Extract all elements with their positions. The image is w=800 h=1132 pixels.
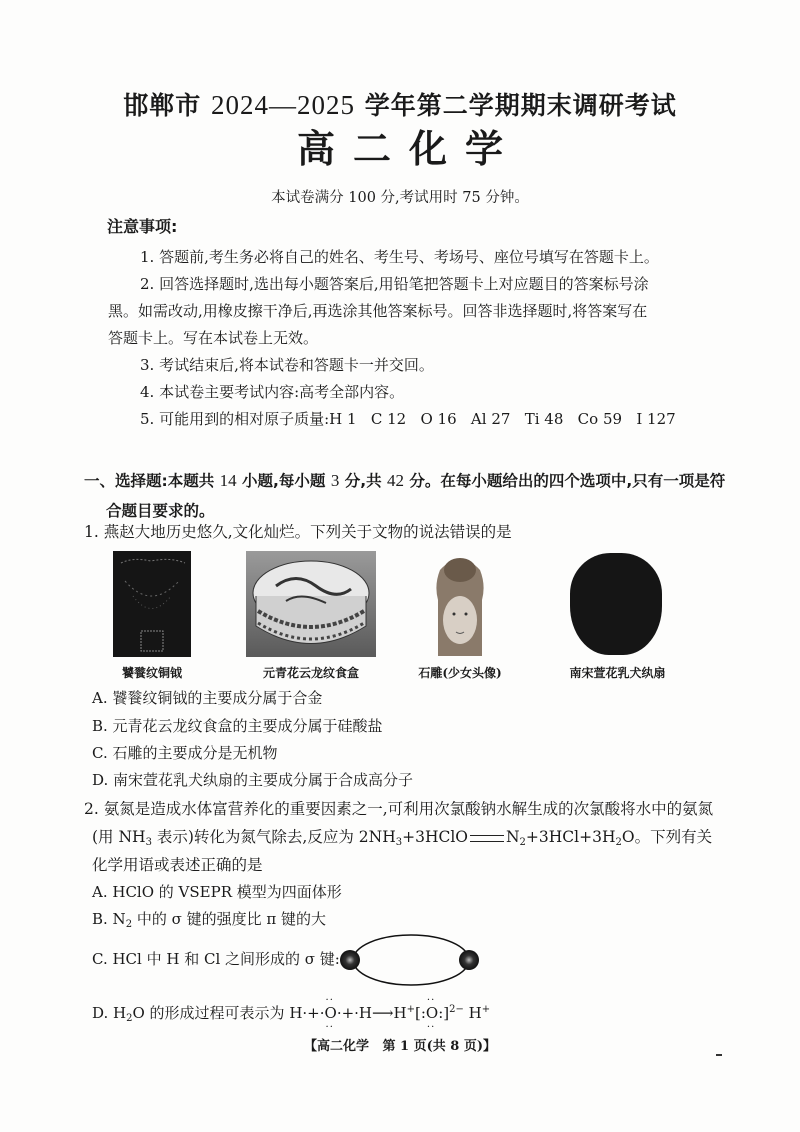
- notice-item-2-cont2: 答题卡上。写在本试卷上无效。: [108, 329, 319, 347]
- option-text: ·+·H: [336, 1004, 373, 1022]
- subscript: 2: [519, 837, 526, 848]
- notice-item-5: 5. 可能用到的相对原子质量:H 1 C 12 O 16 Al 27 Ti 48 Co 59 I 127: [140, 410, 676, 428]
- title-rest: 学年第二学期期末调研考试: [364, 91, 677, 120]
- porcelain-box-image: [246, 551, 376, 657]
- subscript: 2: [615, 837, 622, 848]
- question-count: 14: [219, 471, 237, 490]
- equals-sign-icon: [470, 835, 504, 842]
- section-text: 一、选择题:本题共: [84, 472, 215, 490]
- notice-item-3: 3. 考试结束后,将本试卷和答题卡一并交回。: [140, 356, 434, 374]
- page-footer: 【高二化学 第 1 页(共 8 页)】: [303, 1039, 497, 1054]
- stem-text: +3HClO: [402, 828, 468, 846]
- section-line-2: 合题目要求的。: [106, 502, 215, 520]
- question-2-stem-3: 化学用语或表述正确的是: [92, 856, 263, 874]
- question-2-stem-2: [92, 827, 712, 847]
- section-text: 分。在每小题给出的四个选项中,只有一项是符: [409, 472, 726, 490]
- caption-porcelain-box: 元青花云龙纹食盒: [262, 666, 359, 680]
- sigma-bond-diagram-icon: [338, 933, 488, 987]
- caption-stone-head: 石雕(少女头像): [418, 666, 502, 680]
- porcelain-box-icon: [246, 551, 376, 657]
- notice-item-1: 1. 答题前,考生务必将自己的姓名、考生号、考场号、座位号填写在答题卡上。: [140, 248, 659, 266]
- title-years: 2024—2025: [211, 90, 355, 120]
- caption-bronze-axe: 饕餮纹铜钺: [121, 666, 182, 680]
- option-text: D. H: [92, 1004, 127, 1022]
- superscript: +: [481, 1004, 491, 1015]
- subscript: 2: [125, 919, 133, 930]
- option-text: [:: [415, 1004, 426, 1022]
- notice-item-4: 4. 本试卷主要考试内容:高考全部内容。: [140, 383, 405, 401]
- question-2-stem-1: 2. 氨氮是造成水体富营养化的重要因素之一,可利用次氯酸钠水解生成的次氯酸将水中的氨氮: [84, 800, 714, 818]
- q2-option-b: [92, 909, 326, 929]
- subscript: 2: [126, 1013, 133, 1024]
- bronze-axe-icon: [113, 551, 191, 657]
- superscript: +: [406, 1004, 416, 1015]
- subscript: 3: [395, 837, 403, 848]
- section-heading: [84, 466, 725, 526]
- stem-text: N: [505, 828, 520, 846]
- bronze-axe-image: [113, 551, 191, 657]
- q1-option-b: B. 元青花云龙纹食盒的主要成分属于硅酸盐: [92, 717, 383, 735]
- points-each: 3: [330, 471, 340, 490]
- stem-text: 表示)转化为氮气除去,反应为 2NH: [151, 828, 396, 846]
- section-line-1: [84, 466, 725, 496]
- question-1-stem: 1. 燕赵大地历史悠久,文化灿烂。下列关于文物的说法错误的是: [84, 523, 512, 541]
- subscript: 3: [145, 837, 152, 848]
- option-text: :]: [438, 1004, 450, 1022]
- q1-option-d: D. 南宋萱花乳犬纨扇的主要成分属于合成高分子: [92, 771, 414, 789]
- section-text: 分,共: [344, 472, 382, 490]
- oxygen-symbol: O: [425, 1004, 439, 1022]
- superscript: 2−: [449, 1004, 464, 1015]
- q1-option-a: A. 饕餮纹铜钺的主要成分属于合金: [92, 689, 323, 707]
- stem-text: O。下列有关: [621, 828, 713, 846]
- stone-head-image: [432, 550, 488, 660]
- oxygen-lewis-symbol: ·· O ··: [324, 995, 337, 1033]
- option-text: B. N: [92, 910, 126, 928]
- exam-title: [0, 86, 800, 122]
- oxygen-lewis-symbol: ·· O ··: [425, 995, 439, 1033]
- scan-mark: [716, 1054, 722, 1056]
- option-text: 中的 σ 键的强度比 π 键的大: [132, 910, 327, 928]
- notice-item-2: 2. 回答选择题时,选出每小题答案后,用铅笔把答题卡上对应题目的答案标号涂: [140, 275, 649, 293]
- q2-option-d: [92, 995, 491, 1033]
- stem-text: +3HCl+3H: [525, 828, 616, 846]
- notice-item-2-cont: 黑。如需改动,用橡皮擦干净后,再选涂其他答案标号。回答非选择题时,将答案写在: [108, 302, 648, 320]
- stem-text: (用 NH: [92, 828, 146, 846]
- stone-head-icon: [432, 550, 488, 660]
- option-text: O 的形成过程可表示为 H·+·: [132, 1004, 325, 1022]
- q2-option-c: [92, 949, 340, 969]
- total-points: 42: [387, 471, 405, 490]
- reaction-arrow-icon: ⟶: [372, 1004, 394, 1022]
- notice-heading: 注意事项:: [107, 217, 178, 236]
- exam-info: 本试卷满分 100 分,考试用时 75 分钟。: [271, 190, 529, 206]
- option-text: H: [393, 1004, 407, 1022]
- option-text: C. HCl 中 H 和 Cl 之间形成的 σ 键:: [92, 950, 340, 968]
- title-city: 邯郸市: [123, 91, 202, 120]
- oxygen-symbol: O: [324, 1004, 337, 1022]
- q1-option-c: C. 石雕的主要成分是无机物: [92, 744, 278, 762]
- q2-option-a: A. HClO 的 VSEPR 模型为四面体形: [92, 883, 342, 901]
- subject-title: 高二化学: [296, 127, 521, 171]
- section-text: 小题,每小题: [242, 472, 326, 490]
- option-text: H: [463, 1004, 482, 1022]
- caption-silk-fan: 南宋萱花乳犬纨扇: [569, 666, 666, 680]
- silk-fan-image: [570, 553, 662, 655]
